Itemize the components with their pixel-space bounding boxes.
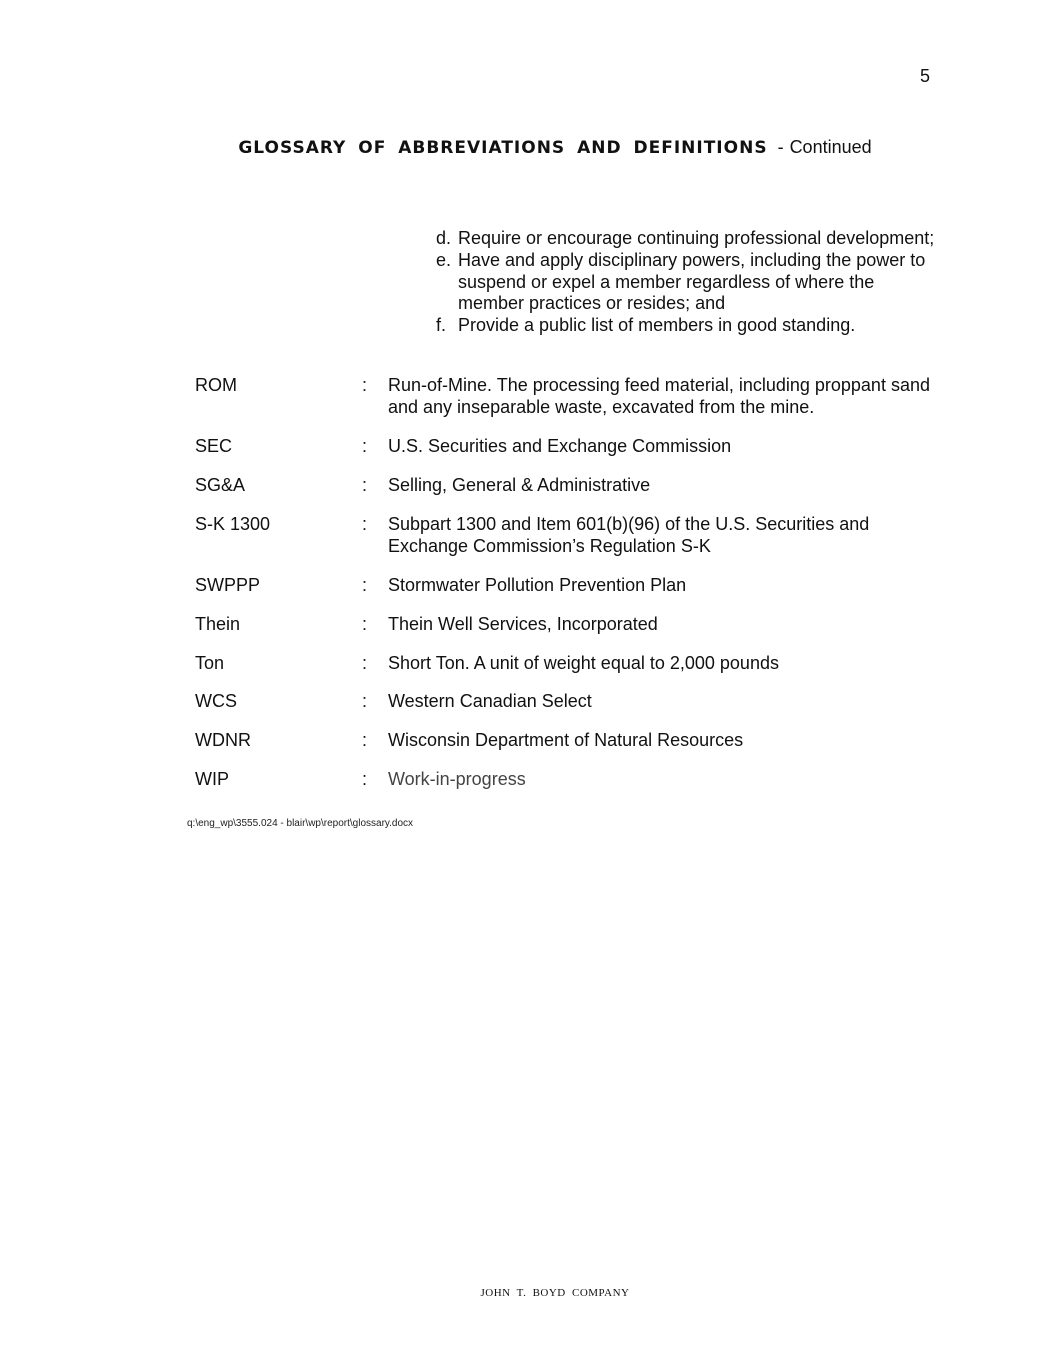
glossary-entry-sec	[195, 436, 935, 458]
title-separator: -	[777, 137, 784, 157]
glossary-term: WDNR	[195, 730, 251, 751]
glossary-definition: U.S. Securities and Exchange Commission	[388, 435, 732, 456]
glossary-entry-wdnr	[195, 730, 935, 752]
sublist-text: Require or encourage continuing professional development;	[458, 228, 935, 248]
file-path: q:\eng_wp\3555.024 - blair\wp\report\glossary.docx	[187, 818, 414, 829]
sublist-letter: d.	[436, 228, 452, 248]
glossary-colon: :	[362, 730, 368, 751]
glossary-entry-sk1300	[195, 514, 935, 558]
title-suffix: Continued	[789, 137, 872, 157]
glossary-term: SEC	[195, 435, 233, 456]
sublist-letter: e.	[436, 249, 452, 270]
continued-sublist	[420, 228, 940, 337]
glossary-entry-ton	[195, 653, 935, 675]
glossary-colon: :	[362, 435, 368, 456]
glossary-colon: :	[362, 613, 368, 634]
glossary-colon: :	[362, 769, 368, 790]
glossary-entry-wip	[195, 769, 935, 791]
sublist-text: Provide a public list of members in good standing.	[458, 315, 856, 336]
glossary-term: SWPPP	[195, 574, 261, 595]
sublist-letter: f.	[436, 315, 447, 336]
glossary-colon: :	[362, 652, 368, 673]
sublist-item	[420, 250, 940, 315]
glossary-colon: :	[362, 513, 368, 534]
glossary-entry-swppp	[195, 575, 935, 597]
glossary-term: WIP	[195, 769, 229, 790]
glossary-definition: Selling, General & Administrative	[388, 474, 651, 495]
glossary-definition: Thein Well Services, Incorporated	[388, 613, 658, 634]
glossary-term: ROM	[195, 375, 237, 395]
glossary-colon: :	[362, 691, 368, 712]
glossary-colon: :	[362, 574, 368, 595]
glossary-definition: Run-of-Mine. The processing feed material, including proppant sand and any inseparable waste, excavated from the mine.	[388, 375, 930, 417]
company-footer: JOHN T. BOYD COMPANY	[480, 1287, 630, 1299]
glossary-term: WCS	[195, 691, 237, 712]
glossary-definition: Western Canadian Select	[388, 691, 592, 712]
glossary-entry-rom	[195, 375, 935, 419]
page-title	[0, 137, 1055, 158]
glossary-entry-sga	[195, 475, 935, 497]
page-number: 5	[919, 66, 930, 86]
glossary-entry-wcs	[195, 691, 935, 713]
glossary-colon: :	[362, 375, 368, 395]
sublist-text: Have and apply disciplinary powers, including the power to suspend or expel a member regardless of where the member practices or resides; and	[458, 249, 926, 314]
glossary-colon: :	[362, 474, 368, 495]
glossary-term: S-K 1300	[195, 513, 271, 534]
sublist-item	[420, 315, 940, 337]
title-main: GLOSSARY OF ABBREVIATIONS AND DEFINITIONS	[238, 138, 768, 158]
glossary-list	[195, 375, 935, 808]
sublist-item	[420, 228, 940, 250]
glossary-entry-thein	[195, 614, 935, 636]
glossary-term: Ton	[195, 652, 225, 673]
glossary-definition: Wisconsin Department of Natural Resources	[388, 730, 744, 751]
glossary-definition: Work-in-progress	[388, 769, 526, 790]
glossary-definition: Short Ton. A unit of weight equal to 2,000 pounds	[388, 652, 779, 673]
glossary-definition: Subpart 1300 and Item 601(b)(96) of the U.S. Securities and Exchange Commission’s Regulation S-K	[388, 513, 870, 556]
glossary-definition: Stormwater Pollution Prevention Plan	[388, 574, 687, 595]
glossary-term: Thein	[195, 613, 241, 634]
glossary-term: SG&A	[195, 474, 246, 495]
